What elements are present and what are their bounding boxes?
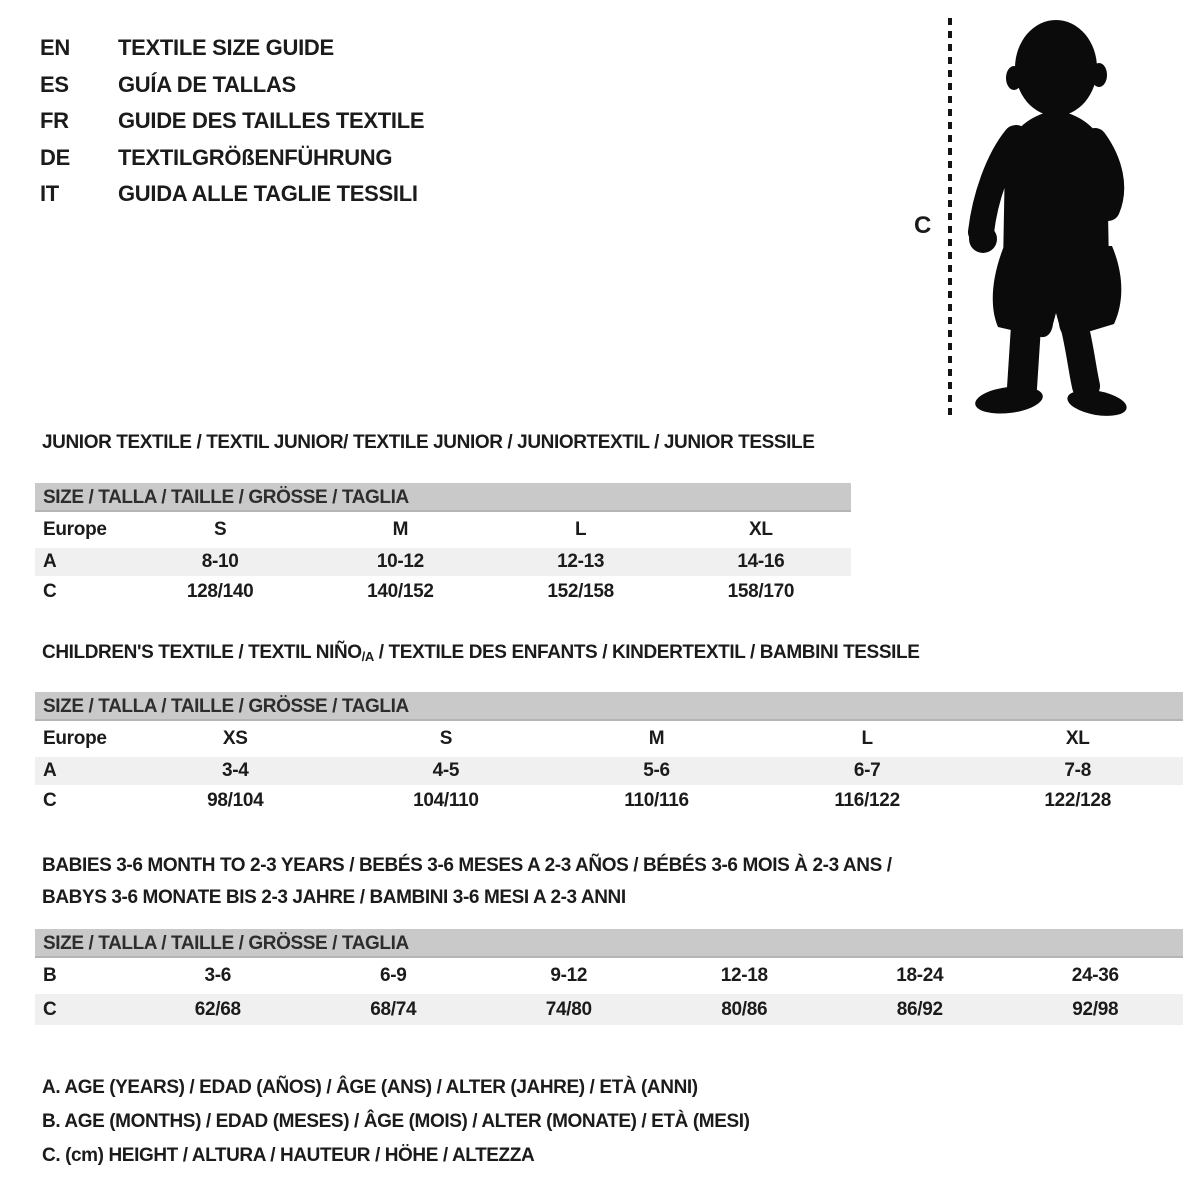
- language-label: TEXTILGRÖßENFÜHRUNG: [118, 144, 393, 170]
- table-cell: 6-7: [853, 760, 881, 781]
- children-title-suffix: / TEXTILE DES ENFANTS / KINDERTEXTIL / BAMBINI TESSILE: [373, 642, 920, 663]
- table-cell: S: [439, 728, 453, 749]
- table-cell: 92/98: [1072, 998, 1119, 1020]
- table-cell: L: [574, 519, 587, 540]
- table-cell: 62/68: [194, 998, 241, 1020]
- language-code: IT: [40, 181, 59, 206]
- language-header: [40, 30, 424, 213]
- table-cell: 4-5: [432, 760, 460, 781]
- language-code: FR: [40, 108, 69, 133]
- babies-title-line2: BABYS 3-6 MONATE BIS 2-3 JAHRE / BAMBINI 3-6 MESI A 2-3 ANNI: [42, 887, 626, 908]
- table-cell: 104/110: [413, 789, 479, 811]
- table-row-months: [35, 958, 1183, 994]
- language-label: GUÍA DE TALLAS: [118, 71, 296, 97]
- language-row-es: [40, 67, 424, 104]
- table-cell: 152/158: [547, 580, 614, 602]
- table-cell: 8-10: [201, 551, 239, 572]
- language-label: GUIDA ALLE TAGLIE TESSILI: [118, 181, 418, 206]
- babies-size-table: [35, 929, 1183, 1025]
- height-label-c: C: [914, 212, 932, 239]
- table-cell: XL: [749, 519, 773, 540]
- language-label: GUIDE DES TAILLES TEXTILE: [118, 108, 425, 133]
- note-age-years: A. AGE (YEARS) / EDAD (AÑOS) / ÂGE (ANS) / ALTER (JAHRE) / ETÀ (ANNI): [42, 1077, 698, 1098]
- table-cell: 12-13: [557, 551, 605, 572]
- table-cell: M: [648, 728, 665, 749]
- table-cell: 12-18: [720, 965, 768, 986]
- table-cell: 158/170: [727, 580, 795, 602]
- table-cell: 140/152: [367, 580, 434, 602]
- table-cell: 5-6: [643, 760, 670, 781]
- table-cell: 3-4: [222, 760, 249, 781]
- table-cell: 86/92: [896, 998, 943, 1020]
- table-cell: M: [392, 519, 409, 540]
- row-label: A: [43, 760, 57, 781]
- table-cell: 3-6: [204, 965, 232, 986]
- table-cell: S: [213, 519, 227, 540]
- table-cell: 9-12: [550, 965, 588, 986]
- table-row-height: [35, 785, 1183, 816]
- table-cell: 68/74: [370, 998, 417, 1020]
- table-cell: 80/86: [721, 998, 768, 1020]
- table-cell: 10-12: [376, 551, 424, 572]
- row-label: A: [43, 551, 57, 572]
- table-cell: 6-9: [379, 965, 407, 986]
- table-cell: 98/104: [207, 789, 264, 811]
- toddler-silhouette-icon: [968, 18, 1136, 416]
- children-section-title: [42, 642, 919, 664]
- language-code: EN: [40, 35, 70, 60]
- language-row-it: [40, 176, 424, 213]
- babies-title-line1: BABIES 3-6 MONTH TO 2-3 YEARS / BEBÉS 3-6 MESES A 2-3 AÑOS / BÉBÉS 3-6 MOIS À 2-3 ANS /: [42, 855, 892, 876]
- footnotes: [42, 1071, 750, 1173]
- language-row-fr: [40, 103, 424, 140]
- children-size-table: [35, 692, 1183, 816]
- children-title-prefix: CHILDREN'S TEXTILE / TEXTIL NIÑO: [42, 642, 362, 663]
- table-cell: 110/116: [624, 789, 689, 811]
- row-label: C: [43, 580, 57, 602]
- table-row-age: [35, 757, 1183, 785]
- children-title-sub: /A: [361, 649, 374, 664]
- height-dashed-line: [948, 18, 952, 416]
- size-header-band: SIZE / TALLA / TAILLE / GRÖSSE / TAGLIA: [35, 929, 1183, 958]
- table-cell: 14-16: [737, 551, 785, 572]
- table-row-height: [35, 994, 1183, 1025]
- table-cell: 18-24: [896, 965, 944, 986]
- row-label: B: [43, 965, 57, 986]
- table-cell: L: [861, 728, 873, 749]
- table-row-europe: [35, 721, 1183, 757]
- table-row-height: [35, 576, 851, 607]
- row-label: Europe: [43, 728, 107, 749]
- table-cell: XS: [222, 728, 248, 749]
- table-cell: 7-8: [1064, 760, 1091, 781]
- language-code: DE: [40, 144, 70, 170]
- table-row-age: [35, 548, 851, 576]
- size-header-band: SIZE / TALLA / TAILLE / GRÖSSE / TAGLIA: [35, 483, 851, 512]
- note-height-cm: C. (cm) HEIGHT / ALTURA / HAUTEUR / HÖHE / ALTEZZA: [42, 1145, 535, 1166]
- row-label: Europe: [43, 519, 107, 540]
- table-cell: XL: [1065, 728, 1090, 749]
- junior-size-table: [35, 483, 851, 607]
- table-cell: 122/128: [1044, 789, 1111, 811]
- row-label: C: [43, 789, 57, 811]
- table-cell: 116/122: [834, 789, 900, 811]
- junior-section-title: JUNIOR TEXTILE / TEXTIL JUNIOR/ TEXTILE JUNIOR / JUNIORTEXTIL / JUNIOR TESSILE: [42, 432, 815, 453]
- language-row-en: [40, 30, 424, 67]
- row-label: C: [43, 998, 57, 1020]
- size-header-band: SIZE / TALLA / TAILLE / GRÖSSE / TAGLIA: [35, 692, 1183, 721]
- table-cell: 24-36: [1071, 965, 1119, 986]
- table-row-europe: [35, 512, 851, 548]
- language-code: ES: [40, 71, 69, 97]
- language-row-de: [40, 140, 424, 177]
- table-cell: 74/80: [545, 998, 592, 1020]
- note-age-months: B. AGE (MONTHS) / EDAD (MESES) / ÂGE (MOIS) / ALTER (MONATE) / ETÀ (MESI): [42, 1111, 750, 1132]
- language-label: TEXTILE SIZE GUIDE: [118, 35, 334, 60]
- babies-section-title: [42, 850, 892, 914]
- table-cell: 128/140: [186, 580, 254, 602]
